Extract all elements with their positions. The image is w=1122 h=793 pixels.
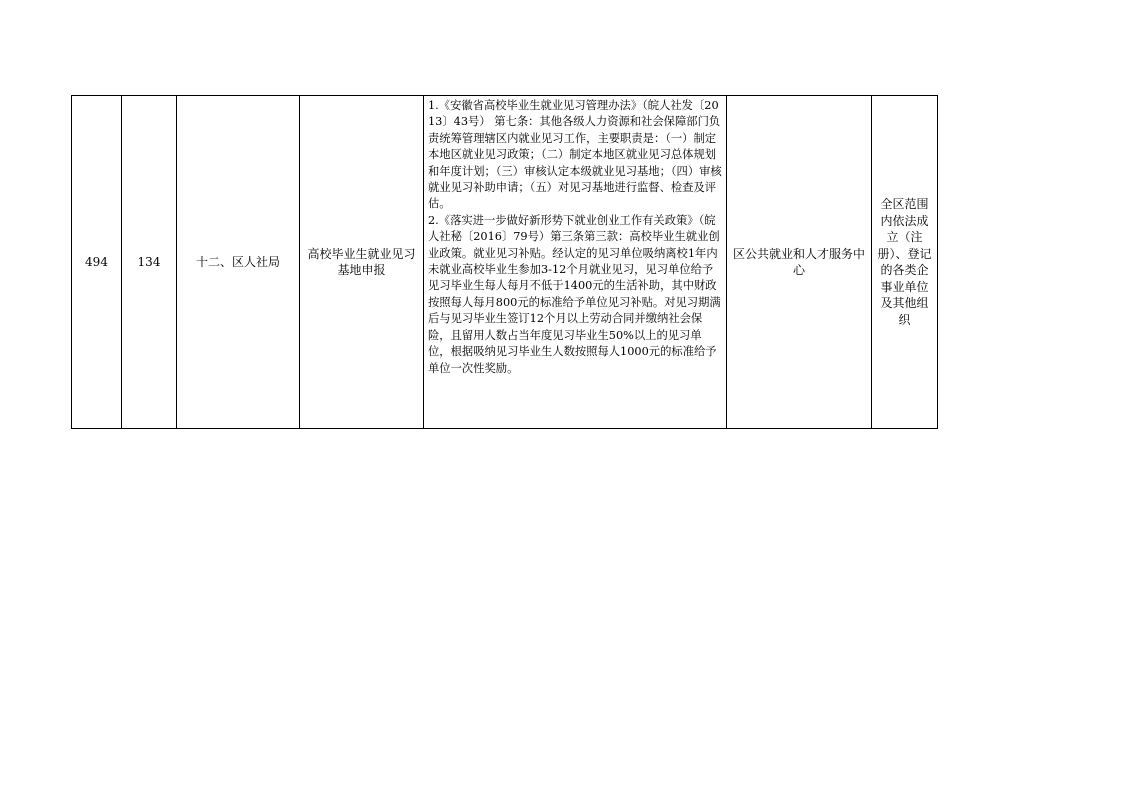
department-cell: 十二、区人社局 (177, 96, 300, 429)
serial-number-cell: 494 (72, 96, 122, 429)
legal-basis-clause-2: 2.《落实进一步做好新形势下就业创业工作有关政策》（皖人社秘〔2016〕79号）第三条第三款：高校毕业生就业创业政策。就业见习补贴。经认定的见习单位吸纳离校1年内未就业高校毕业生参加3-12个月就业见习，见习单位给予见习毕业生每人每月不低于1400元的生活补助，其中财政按照每人每月800元的标准给予单位见习补贴。对见习期满后与见习毕业生签订12个月以上劳动合同并缴纳社会保险，且留用人数占当年度见习毕业生50%以上的见习单位，根据吸纳见习毕业生人数按照每人1000元的标准给予单位一次性奖励。 (428, 213, 721, 375)
table-row (72, 96, 938, 429)
implementing-body-cell: 区公共就业和人才服务中心 (727, 96, 872, 429)
item-name-cell: 高校毕业生就业见习基地申报 (300, 96, 424, 429)
legal-basis-clause-1: 1.《安徽省高校毕业生就业见习管理办法》（皖人社发〔2013〕43号） 第七条：其他各级人力资源和社会保障部门负责统筹管理辖区内就业见习工作，主要职责是：（一）制定本地区就业见习政策；（二）制定本地区就业见习总体规划和年度计划；（三）审核认定本级就业见习基地；（四）审核就业见习补助申请；（五）对见习基地进行监督、检查及评估。 (428, 99, 722, 211)
service-item-table (71, 95, 938, 429)
target-cell: 全区范围内依法成立（注册）、登记的各类企事业单位及其他组织 (872, 96, 938, 429)
item-number-cell: 134 (122, 96, 177, 429)
legal-basis-cell (424, 96, 727, 429)
